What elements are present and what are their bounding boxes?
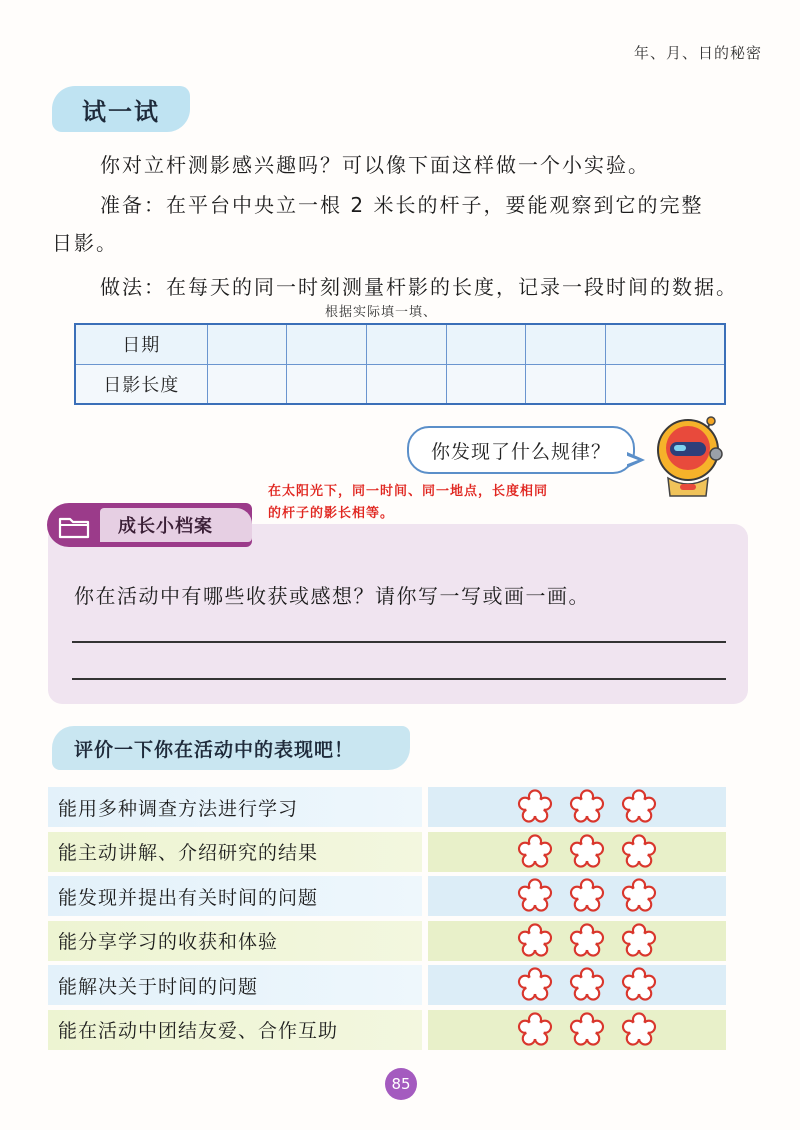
evaluation-criterion: 能在活动中团结友爱、合作互助 [48, 1010, 422, 1050]
growth-question: 你在活动中有哪些收获或感想？请你写一写或画一画。 [74, 584, 590, 608]
evaluation-criterion: 能用多种调查方法进行学习 [48, 787, 422, 827]
flower-rating-icon[interactable] [516, 922, 554, 960]
flower-rating-icon[interactable] [568, 788, 606, 826]
evaluation-row [48, 787, 726, 827]
table-cell[interactable] [207, 364, 287, 404]
evaluation-row [48, 832, 726, 872]
shadow-record-table [74, 323, 726, 405]
flower-rating-icon[interactable] [620, 1011, 658, 1049]
writing-line[interactable] [72, 641, 726, 643]
table-row [75, 364, 725, 404]
flower-rating-icon[interactable] [620, 922, 658, 960]
growth-archive-label: 成长小档案 [100, 508, 252, 542]
writing-line[interactable] [72, 678, 726, 680]
flower-rating-icon[interactable] [620, 966, 658, 1004]
flower-rating-icon[interactable] [620, 877, 658, 915]
red-answer-note [268, 481, 548, 525]
chapter-title: 年、月、日的秘密 [633, 44, 762, 62]
flower-rating [428, 965, 726, 1005]
evaluation-row [48, 1010, 726, 1050]
table-cell[interactable] [605, 364, 725, 404]
try-it-badge: 试一试 [52, 86, 190, 132]
table-cell[interactable] [287, 324, 367, 364]
handwritten-note: 根据实际填一填、 [325, 305, 438, 320]
evaluation-row [48, 876, 726, 916]
flower-rating-icon[interactable] [516, 966, 554, 1004]
flower-rating-icon[interactable] [516, 833, 554, 871]
evaluation-row [48, 965, 726, 1005]
flower-rating [428, 876, 726, 916]
robot-mascot-icon [646, 414, 728, 498]
table-cell[interactable] [605, 324, 725, 364]
evaluation-criterion: 能主动讲解、介绍研究的结果 [48, 832, 422, 872]
evaluation-criterion: 能分享学习的收获和体验 [48, 921, 422, 961]
method-text: 做法：在每天的同一时刻测量杆影的长度，记录一段时间的数据。 [100, 275, 738, 299]
red-answer-line2: 的杆子的影长相等。 [268, 506, 395, 521]
flower-rating-icon[interactable] [516, 1011, 554, 1049]
table-cell[interactable] [526, 324, 606, 364]
prep-text-line1: 准备：在平台中央立一根 2 米长的杆子，要能观察到它的完整 [100, 193, 704, 217]
page-number: 85 [385, 1068, 417, 1100]
prep-text-line2: 日影。 [52, 231, 118, 255]
evaluation-row [48, 921, 726, 961]
table-cell[interactable] [287, 364, 367, 404]
row-label-shadow-length: 日影长度 [75, 364, 207, 404]
evaluation-criterion: 能发现并提出有关时间的问题 [48, 876, 422, 916]
flower-rating-icon[interactable] [516, 788, 554, 826]
table-cell[interactable] [366, 364, 446, 404]
table-cell[interactable] [446, 324, 526, 364]
table-row [75, 324, 725, 364]
flower-rating [428, 787, 726, 827]
evaluation-criterion: 能解决关于时间的问题 [48, 965, 422, 1005]
speech-bubble: 你发现了什么规律？ [407, 426, 635, 474]
red-answer-line1: 在太阳光下，同一时间、同一地点，长度相同 [268, 484, 549, 499]
flower-rating-icon[interactable] [568, 966, 606, 1004]
flower-rating-icon[interactable] [568, 833, 606, 871]
flower-rating-icon[interactable] [568, 922, 606, 960]
flower-rating [428, 1010, 726, 1050]
flower-rating-icon[interactable] [620, 833, 658, 871]
table-cell[interactable] [207, 324, 287, 364]
evaluation-badge: 评价一下你在活动中的表现吧！ [52, 726, 410, 770]
flower-rating [428, 921, 726, 961]
speech-bubble-tail-inner [625, 455, 638, 465]
flower-rating-icon[interactable] [620, 788, 658, 826]
growth-archive-panel [48, 524, 748, 704]
table-cell[interactable] [526, 364, 606, 404]
table-cell[interactable] [366, 324, 446, 364]
flower-rating-icon[interactable] [516, 877, 554, 915]
flower-rating [428, 832, 726, 872]
table-cell[interactable] [446, 364, 526, 404]
flower-rating-icon[interactable] [568, 877, 606, 915]
intro-text: 你对立杆测影感兴趣吗？可以像下面这样做一个小实验。 [100, 153, 650, 177]
folder-icon [58, 513, 90, 539]
row-label-date: 日期 [75, 324, 207, 364]
flower-rating-icon[interactable] [568, 1011, 606, 1049]
